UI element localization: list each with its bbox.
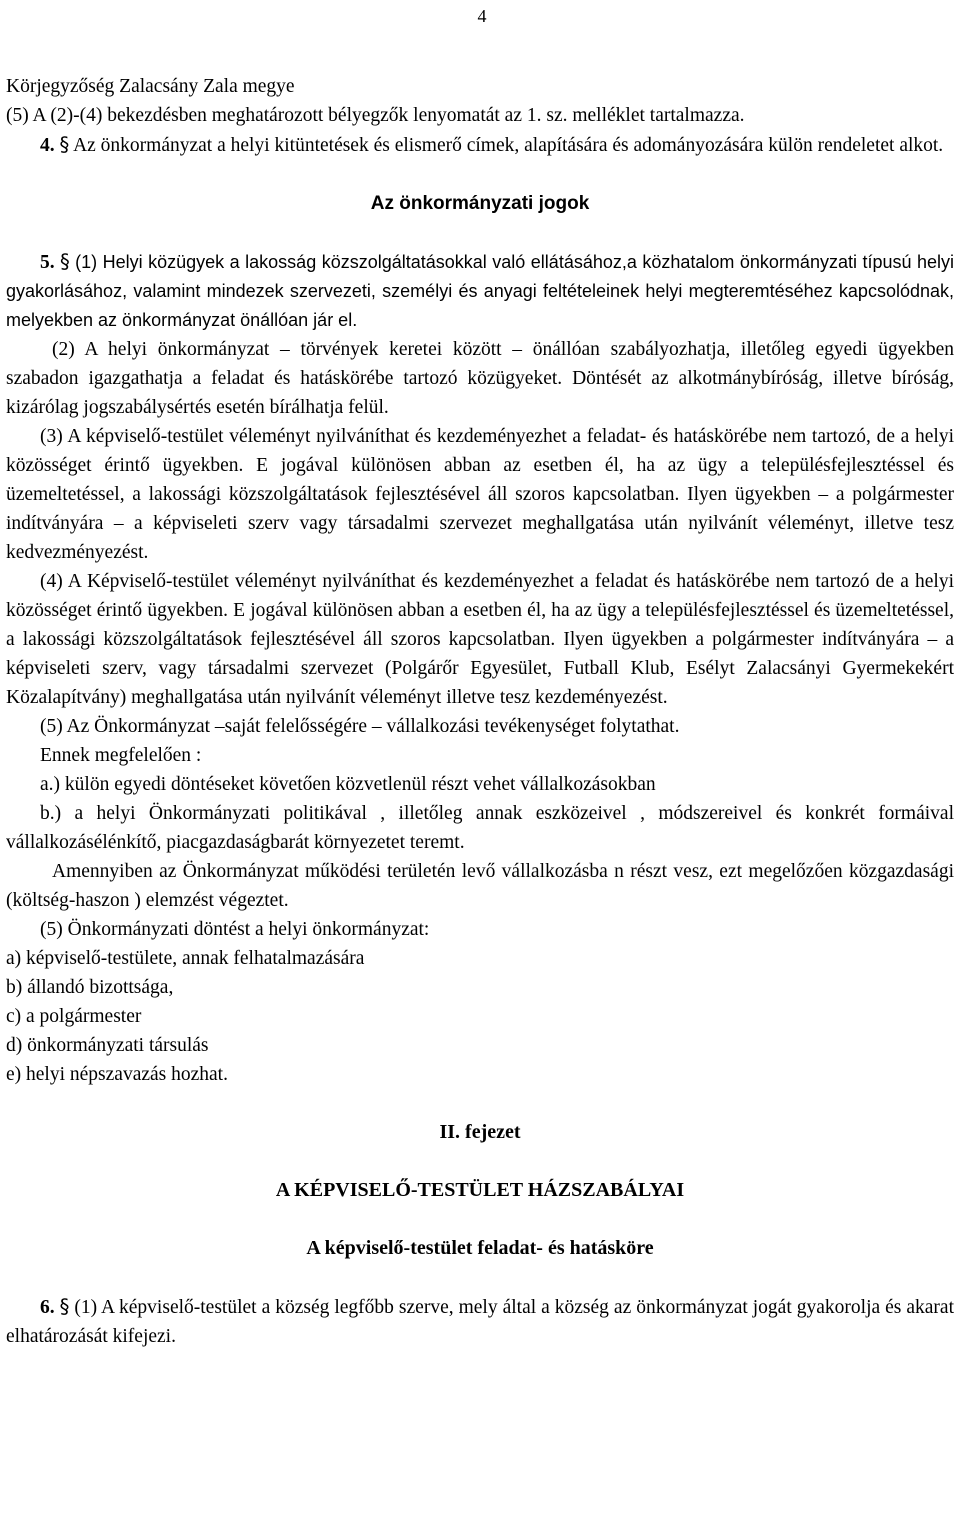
- section-6-paragraph-1-text: (1) A képviselő-testület a község legfőbb szerve, mely által a község az önkormányzat jogát gyakorolja és akarat elhatározását kifejezi.: [6, 1297, 954, 1347]
- section-4-text: Az önkormányzat a helyi kitüntetések és elismerő címek, alapítására és adományozására külön rendeletet alkot.: [73, 135, 944, 156]
- section-6-paragraph-1: [6, 1292, 954, 1351]
- section-5-number: 5.: [40, 252, 55, 273]
- paragraph-sign-icon: §: [60, 250, 70, 273]
- document-body: [6, 72, 954, 1351]
- section-5-paragraph-6: (5) Önkormányzati döntést a helyi önkormányzat:: [40, 919, 430, 940]
- header-line: Körjegyzőség Zalacsány Zala megye: [6, 76, 295, 97]
- section-5-paragraph-4: (4) A Képviselő-testület véleményt nyilváníthat és kezdeményezhet a feladat és hatáskörébe nem tartozó de a helyi közösséget érintő ügyekben. E jogával különösen abban a esetben él, ha az ügy a településfejlesztéssel és üzemeltetéssel, a lakossági közszolgáltatások fejlesztésével áll szoros kapcsolatban. Ilyen ügyekben a polgármester indítványára – a képviseleti szerv, vagy társadalmi szervezet (Polgárőr Egyesület, Futball Klub, Esélyt Zalacsányi Gyermekekért Közalapítvány) meghallgatása után nyilvánít véleményt illetve tesz kezdeményezést.: [6, 571, 954, 708]
- section-5-paragraph-5: (5) Az Önkormányzat –saját felelősségére – vállalkozási tevékenységet folytathat.: [40, 716, 680, 737]
- chapter-heading: II. fejezet: [439, 1121, 521, 1143]
- list-item: c) a polgármester: [6, 1006, 142, 1027]
- list-item: e) helyi népszavazás hozhat.: [6, 1064, 228, 1085]
- paragraph-sign-icon: §: [59, 133, 70, 156]
- section-5-item-b: b.) a helyi Önkormányzati politikával , illetőleg annak eszközeivel , módszereivel és konkrét formáival vállalkozásélénkítő, piacgazdaságbarát környezetet teremt.: [6, 803, 954, 853]
- section-4: [6, 130, 954, 160]
- section-4-number: 4.: [40, 135, 55, 156]
- list-item: a) képviselő-testülete, annak felhatalmazására: [6, 948, 365, 969]
- list-item: d) önkormányzati társulás: [6, 1035, 209, 1056]
- paragraph-5: (5) A (2)-(4) bekezdésben meghatározott bélyegzők lenyomatát az 1. sz. melléklet tartalmazza.: [6, 105, 745, 126]
- section-5-paragraph-1: [6, 247, 954, 335]
- section-5-paragraph-1-text: (1) Helyi közügyek a lakosság közszolgáltatásokkal való ellátásához,a közhatalom önkormányzati típusú helyi gyakorlásához, valamint mindezek szervezeti, személyi és anyagi feltételeinek helyi megteremtéséhez kapcsolódnak, melyekben az önkormányzat önállóan jár el.: [6, 252, 955, 330]
- section-5-item-a: a.) külön egyedi döntéseket követően közvetlenül részt vehet vállalkozásokban: [40, 774, 656, 795]
- paragraph-sign-icon: §: [59, 1295, 70, 1318]
- section-6-number: 6.: [40, 1297, 55, 1318]
- section-5-paragraph-5-note: Amennyiben az Önkormányzat működési területén levő vállalkozásba n részt vesz, ezt megelőzően közgazdasági (költség-haszon ) elemzést végeztet.: [6, 861, 954, 911]
- section-title: A képviselő-testület feladat- és hatásköre: [306, 1237, 654, 1259]
- section-5-paragraph-5-intro: Ennek megfelelően :: [40, 745, 202, 766]
- section-5-paragraph-2: (2) A helyi önkormányzat – törvények keretei között – önállóan szabályozhatja, illetőleg egyedi ügyekben szabadon igazgathatja a feladat és hatáskörébe tartozó közügyeket. Döntését az alkotmánybíróság, illetve bíróság, kizárólag jogszabálysértés esetén bírálhatja felül.: [6, 339, 954, 418]
- chapter-title: A KÉPVISELŐ-TESTÜLET HÁZSZABÁLYAI: [275, 1179, 685, 1201]
- decision-makers-list: [6, 944, 954, 1089]
- section-5-paragraph-3: (3) A képviselő-testület véleményt nyilváníthat és kezdeményezhet a feladat- és hatáskörébe nem tartozó, de a helyi közösséget érintő ügyekben. E jogával különösen abban az esetben él, ha az ügy a településfejlesztéssel és üzemeltetéssel, a lakossági közszolgáltatások fejlesztésével áll szoros kapcsolatban. Ilyen ügyekben – a polgármester indítványára – a képviseleti szerv vagy társadalmi szervezet meghallgatása után nyilvánít véleményt, illetve tesz kedvezményezést.: [6, 426, 954, 563]
- list-item: b) állandó bizottsága,: [6, 977, 174, 998]
- page-number: 4: [477, 6, 487, 26]
- heading-onkormanyzati-jogok: Az önkormányzati jogok: [370, 193, 590, 214]
